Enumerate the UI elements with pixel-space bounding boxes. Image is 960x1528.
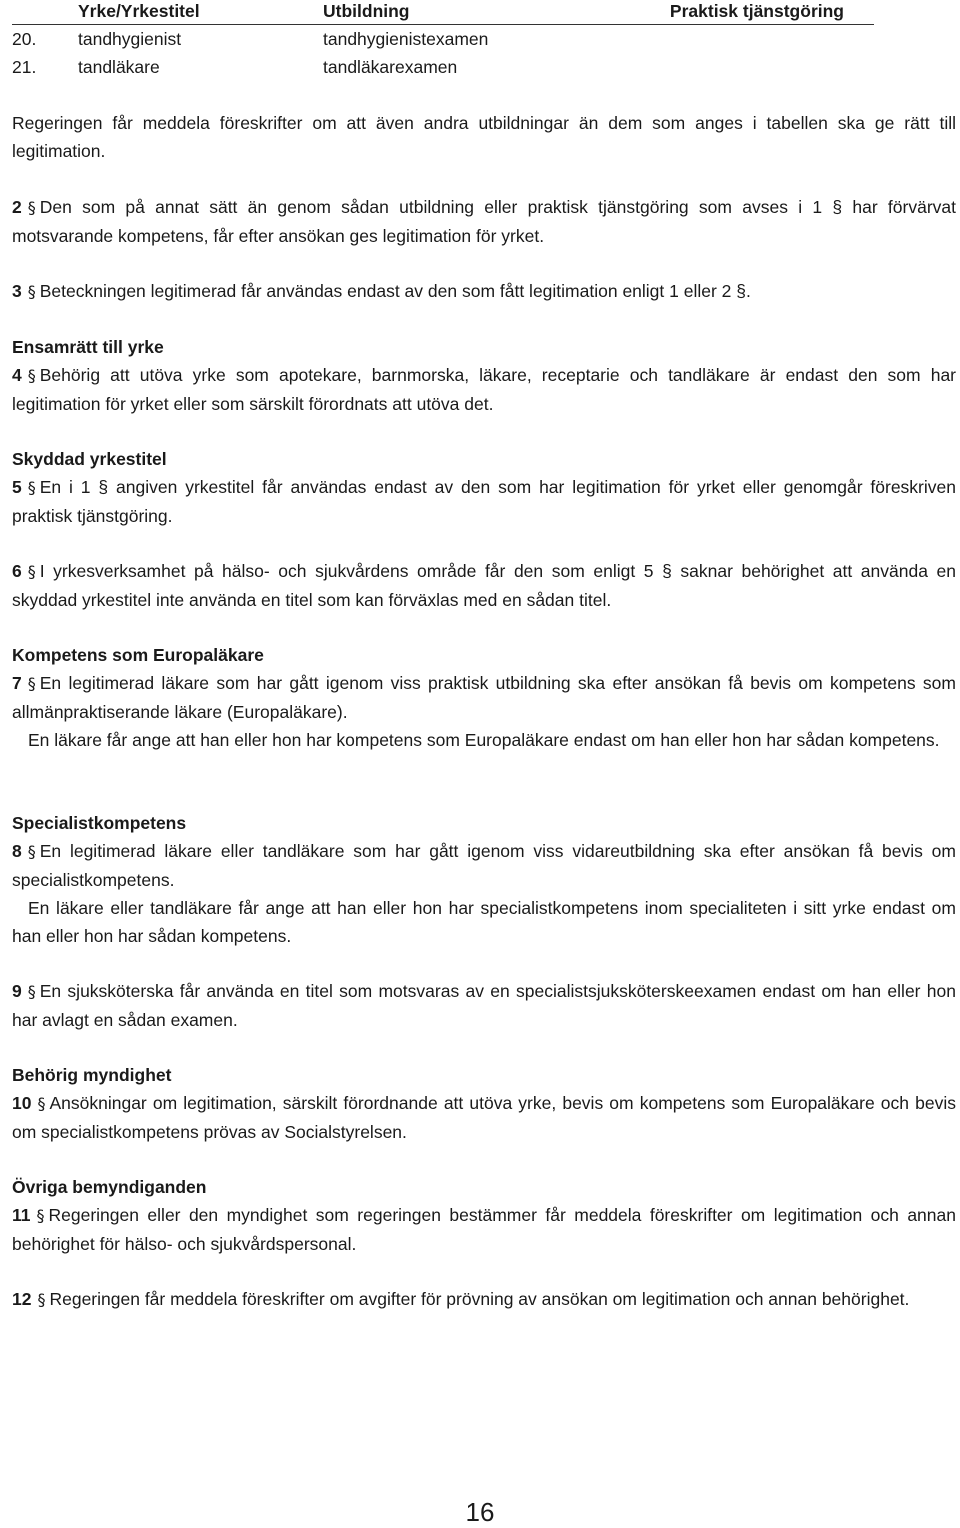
header-education: Utbildning [323, 1, 410, 21]
section-number: 3 [12, 281, 22, 301]
section-12 [12, 1285, 956, 1314]
section-sign-icon: § [27, 478, 36, 497]
section-sign-icon: § [36, 1206, 45, 1225]
section-2 [12, 193, 956, 250]
table-row [12, 53, 874, 81]
row-number: 20. [12, 29, 37, 49]
row-education: tandhygienistexamen [323, 29, 489, 49]
header-profession: Yrke/Yrkestitel [78, 1, 200, 21]
table-row [12, 25, 874, 53]
section-text: En i 1 § angiven yrkestitel får användas endast av den som har legitimation för yrket eller genomgår föreskriven praktisk tjänstgöring. [12, 477, 956, 526]
section-4 [12, 333, 956, 418]
section-text-2: En läkare får ange att han eller hon har kompetens som Europaläkare endast om han eller hon har sådan kompetens. [28, 730, 940, 750]
section-11 [12, 1173, 956, 1258]
section-number: 11 [12, 1205, 31, 1225]
section-sign-icon: § [27, 198, 36, 217]
section-sign-icon: § [27, 366, 36, 385]
section-number: 9 [12, 981, 22, 1001]
section-number: 8 [12, 841, 22, 861]
heading-myndighet: Behörig myndighet [12, 1065, 172, 1085]
section-text: En legitimerad läkare som har gått igenom viss praktisk utbildning ska efter ansökan få bevis om kompetens som allmänpraktiserande läkare (Europaläkare). [12, 673, 956, 722]
section-text: Ansökningar om legitimation, särskilt förordnande att utöva yrke, bevis om kompetens som Europaläkare och bevis om specialistkompetens prövas av Socialstyrelsen. [12, 1093, 956, 1142]
section-text: Den som på annat sätt än genom sådan utbildning eller praktisk tjänstgöring som avses i 1 § har förvärvat motsvarande kompetens, får efter ansökan ges legitimation för yrket. [12, 197, 956, 246]
heading-europa: Kompetens som Europaläkare [12, 645, 264, 665]
section-text-2: En läkare eller tandläkare får ange att han eller hon har specialistkompetens inom specialiteten i sitt yrke endast om han eller hon har sådan kompetens. [12, 898, 956, 946]
section-sign-icon: § [37, 1290, 46, 1309]
section-3 [12, 277, 956, 306]
section-number: 5 [12, 477, 22, 497]
page-number: 16 [465, 1497, 495, 1527]
row-profession: tandhygienist [78, 29, 182, 49]
row-education: tandläkarexamen [323, 57, 458, 77]
section-8 [12, 809, 956, 950]
table-header [12, 0, 874, 25]
section-number: 4 [12, 365, 22, 385]
section-7 [12, 641, 956, 754]
section-text: Behörig att utöva yrke som apotekare, barnmorska, läkare, receptarie och tandläkare är endast den som har legitimation för yrket eller som särskilt förordnats att utöva det. [12, 365, 956, 414]
section-text: En legitimerad läkare eller tandläkare som har gått igenom viss vidareutbildning ska efter ansökan få bevis om specialistkompetens. [12, 841, 956, 890]
intro-paragraph: Regeringen får meddela föreskrifter om att även andra utbildningar än dem som anges i tabellen ska ge rätt till legitimation. [12, 113, 956, 161]
profession-table [12, 0, 874, 86]
document-page [12, 0, 956, 1309]
section-sign-icon: § [27, 282, 36, 301]
section-number: 12 [12, 1289, 32, 1309]
section-sign-icon: § [27, 982, 36, 1001]
section-text: Beteckningen legitimerad får användas endast av den som fått legitimation enligt 1 eller 2 §. [39, 281, 751, 301]
section-10 [12, 1061, 956, 1146]
section-6 [12, 557, 956, 614]
heading-skyddad: Skyddad yrkestitel [12, 449, 167, 469]
section-number: 7 [12, 673, 22, 693]
section-5 [12, 445, 956, 530]
section-number: 10 [12, 1093, 32, 1113]
section-number: 2 [12, 197, 22, 217]
section-text: Regeringen eller den myndighet som regeringen bestämmer får meddela föreskrifter om legitimation och annan behörighet för hälso- och sjukvårdspersonal. [12, 1205, 956, 1254]
section-sign-icon: § [37, 1094, 46, 1113]
section-sign-icon: § [27, 674, 36, 693]
row-profession: tandläkare [78, 57, 160, 77]
row-number: 21. [12, 57, 37, 77]
heading-specialist: Specialistkompetens [12, 813, 187, 833]
section-sign-icon: § [27, 842, 36, 861]
section-text: En sjuksköterska får använda en titel som motsvaras av en specialistsjuksköterskeexamen endast om han eller hon har avlagt en sådan examen. [12, 981, 956, 1030]
heading-ovriga: Övriga bemyndiganden [12, 1177, 207, 1197]
section-text: I yrkesverksamhet på hälso- och sjukvårdens område får den som enligt 5 § saknar behörighet att använda en skyddad yrkestitel inte använda en titel som kan förväxlas med en sådan titel. [12, 561, 956, 610]
section-number: 6 [12, 561, 22, 581]
section-9 [12, 977, 956, 1034]
section-sign-icon: § [27, 562, 36, 581]
header-practice: Praktisk tjänstgöring [669, 1, 844, 21]
section-text: Regeringen får meddela föreskrifter om avgifter för prövning av ansökan om legitimation och annan behörighet. [49, 1289, 910, 1309]
heading-ensamratt: Ensamrätt till yrke [12, 337, 164, 357]
